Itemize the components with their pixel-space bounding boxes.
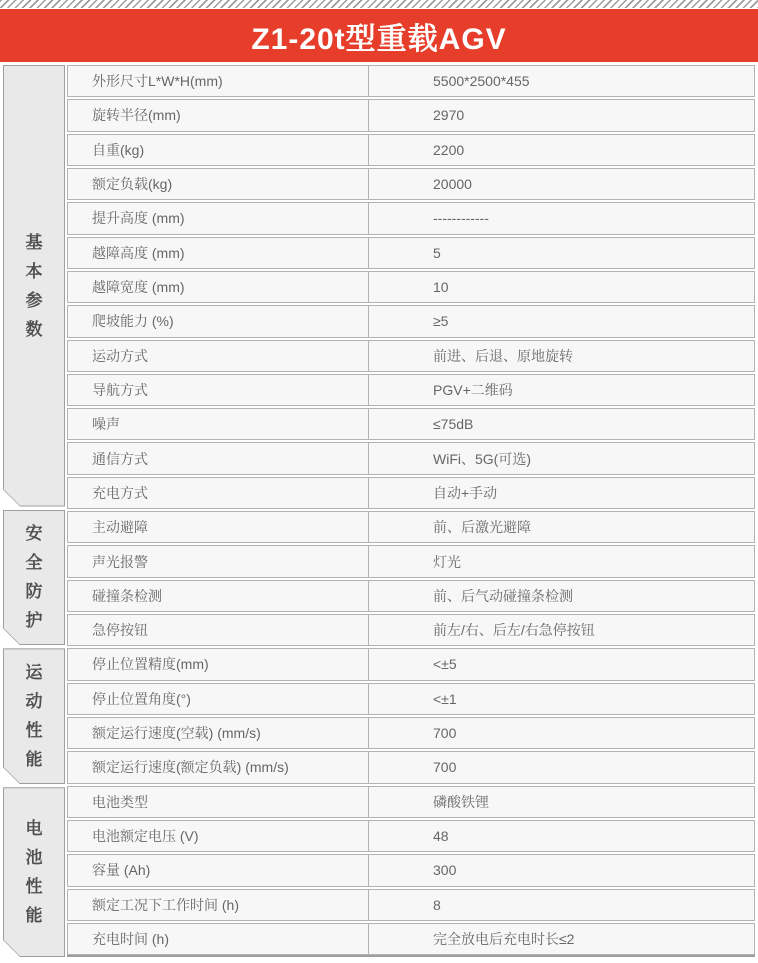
param-value: 灯光 <box>433 553 461 570</box>
spec-row <box>67 751 755 783</box>
param-value: ≥5 <box>433 313 449 330</box>
spec-row <box>67 134 755 166</box>
param-name: 提升高度 (mm) <box>68 203 369 233</box>
spec-row <box>67 340 755 372</box>
param-value: 前左/右、后左/右急停按钮 <box>433 622 595 639</box>
section-label: 运 动 性 能 <box>25 663 43 770</box>
param-value: 完全放电后充电时长≤2 <box>433 930 575 947</box>
category-sidebar <box>3 65 65 957</box>
param-name: 爬坡能力 (%) <box>68 306 369 336</box>
spec-row <box>67 168 755 200</box>
spec-row <box>67 923 755 955</box>
spec-row <box>67 477 755 509</box>
param-value: 自动+手动 <box>433 484 498 501</box>
spec-row <box>67 65 755 97</box>
param-value: 20000 <box>433 176 472 193</box>
param-name: 通信方式 <box>68 443 369 473</box>
param-name: 停止位置精度(mm) <box>68 649 369 679</box>
param-name: 旋转半径(mm) <box>68 100 369 130</box>
param-value: 磷酸铁锂 <box>433 793 489 810</box>
spec-row <box>67 442 755 474</box>
param-name: 主动避障 <box>68 512 369 542</box>
param-name: 噪声 <box>68 409 369 439</box>
spec-rows <box>67 65 755 957</box>
param-value: 48 <box>433 828 449 845</box>
param-name: 碰撞条检测 <box>68 581 369 611</box>
hatch-border-top <box>0 0 758 8</box>
section-label: 安 全 防 护 <box>25 524 43 631</box>
param-value: 前、后激光避障 <box>433 519 531 536</box>
spec-row <box>67 374 755 406</box>
param-value: 300 <box>433 862 457 879</box>
section-label: 基 本 参 数 <box>25 232 43 339</box>
header-banner <box>0 9 758 62</box>
param-value: WiFi、5G(可选) <box>433 450 531 467</box>
param-name: 额定运行速度(空载) (mm/s) <box>68 718 369 748</box>
spec-row <box>67 237 755 269</box>
spec-row <box>67 614 755 646</box>
param-name: 越障宽度 (mm) <box>68 272 369 302</box>
param-value: ------------ <box>433 210 489 227</box>
param-value: 2970 <box>433 107 465 124</box>
spec-row <box>67 511 755 543</box>
spec-row <box>67 648 755 680</box>
param-name: 导航方式 <box>68 375 369 405</box>
page-title: Z1-20t型重载AGV <box>251 22 507 56</box>
param-value: 5500*2500*455 <box>433 73 530 90</box>
param-value: 2200 <box>433 141 465 158</box>
param-name: 电池类型 <box>68 787 369 817</box>
param-name: 越障高度 (mm) <box>68 238 369 268</box>
param-value: <±5 <box>433 656 457 673</box>
param-name: 额定工况下工作时间 (h) <box>68 890 369 920</box>
param-name: 声光报警 <box>68 546 369 576</box>
spec-row <box>67 408 755 440</box>
spec-row <box>67 271 755 303</box>
param-value: 前、后气动碰撞条检测 <box>433 587 573 604</box>
param-name: 外形尺寸L*W*H(mm) <box>68 66 369 96</box>
param-name: 急停按钮 <box>68 615 369 645</box>
param-name: 运动方式 <box>68 341 369 371</box>
param-value: ≤75dB <box>433 416 474 433</box>
spec-row <box>67 545 755 577</box>
spec-row <box>67 202 755 234</box>
param-value: 5 <box>433 244 441 261</box>
spec-table <box>3 65 755 957</box>
spec-row <box>67 717 755 749</box>
param-name: 充电方式 <box>68 478 369 508</box>
param-value: 10 <box>433 279 449 296</box>
sidebar-section-4 <box>3 787 65 957</box>
param-name: 停止位置角度(°) <box>68 684 369 714</box>
spec-row <box>67 99 755 131</box>
spec-row <box>67 854 755 886</box>
spec-row <box>67 305 755 337</box>
param-value: 700 <box>433 759 457 776</box>
spec-row <box>67 580 755 612</box>
param-name: 电池额定电压 (V) <box>68 821 369 851</box>
param-name: 充电时间 (h) <box>68 924 369 954</box>
param-value: PGV+二维码 <box>433 381 513 398</box>
param-name: 容量 (Ah) <box>68 855 369 885</box>
param-value: <±1 <box>433 690 457 707</box>
param-value: 700 <box>433 725 457 742</box>
spec-row <box>67 786 755 818</box>
sidebar-section-3 <box>3 648 65 784</box>
spec-row <box>67 820 755 852</box>
spec-row <box>67 889 755 921</box>
param-name: 额定负载(kg) <box>68 169 369 199</box>
param-value: 8 <box>433 896 441 913</box>
param-name: 自重(kg) <box>68 135 369 165</box>
param-value: 前进、后退、原地旋转 <box>433 347 573 364</box>
param-name: 额定运行速度(额定负载) (mm/s) <box>68 752 369 782</box>
sidebar-section-2 <box>3 510 65 646</box>
section-label: 电 池 性 能 <box>25 819 43 926</box>
spec-row <box>67 683 755 715</box>
sidebar-section-1 <box>3 65 65 507</box>
